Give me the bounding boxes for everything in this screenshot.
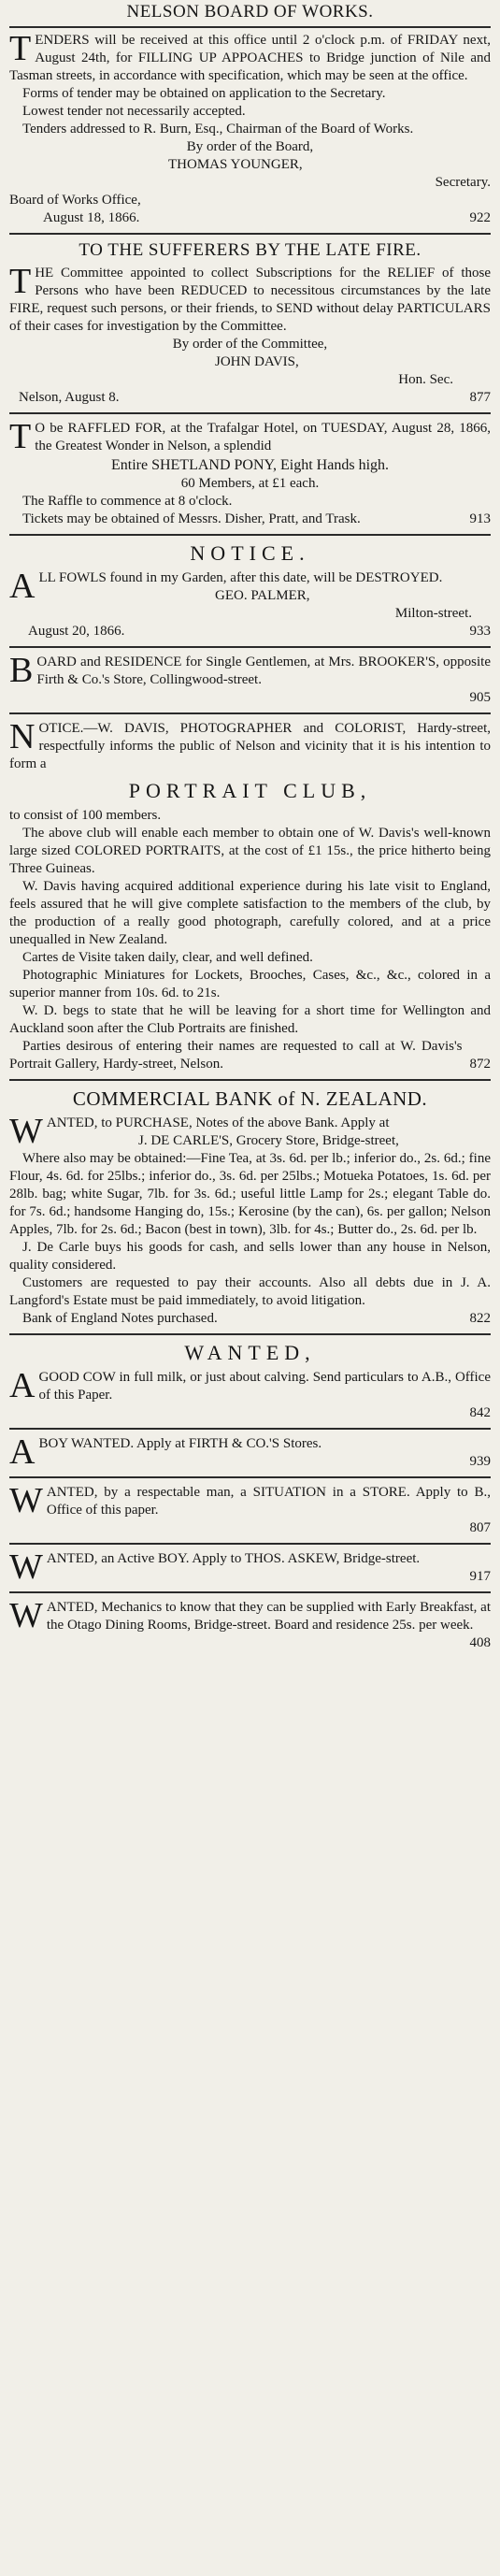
ad-text: J. De Carle buys his goods for cash, and sells lower than any house in Nelson, quality considered. [9,1240,491,1273]
dropcap: A [9,1366,36,1405]
ad-number: 933 [469,624,491,639]
ad-commercial-bank [9,1087,491,1335]
ad-title: COMMERCIAL BANK of N. ZEALAND. [72,1087,428,1110]
signature-title: Secretary. [435,175,491,190]
dropcap: W [9,1481,43,1520]
ad-number: 408 [469,1635,491,1650]
ad-address: J. DE CARLE'S, Grocery Store, Bridge-street, [137,1133,399,1148]
ad-number: 877 [469,390,491,405]
ad-text: ENDERS will be received at this office until 2 o'clock p.m. of FRIDAY next, August 24th, for FILLING UP APPOACHES to Bridge junction of Nile and Tasman streets, in accordance with specification, which may be seen at the office. [9,33,491,83]
ad-body [9,1366,491,1405]
ad-line: 60 Members, at £1 each. [180,476,320,491]
ad-portrait-club [9,717,491,1081]
dropcap: A [9,567,36,606]
signature-line: By order of the Board, [186,139,314,154]
ad-text: Parties desirous of entering their names are requested to call at W. Davis's Portrait Gallery, Hardy-street, Nelson. [9,1039,463,1072]
signature-name: JOHN DAVIS, [215,354,299,369]
ad-body [9,29,491,85]
ad-office: Board of Works Office, [9,193,141,208]
ad-text: ANTED, to PURCHASE, Notes of the above Bank. Apply at [46,1115,390,1130]
ad-wanted-cow [9,1341,491,1430]
signature-title: Milton-street. [394,606,472,621]
ad-date: August 20, 1866. [28,624,125,639]
ad-text: LL FOWLS found in my Garden, after this date, will be DESTROYED. [38,570,443,585]
ad-text: Lowest tender not necessarily accepted. [22,104,246,119]
ad-text: The above club will enable each member to obtain one of W. Davis's well-known large sized COLORED PORTRAITS, at the cost of £1 15s., the price hitherto being Three Guineas. [9,826,491,876]
ad-text: to consist of 100 members. [9,808,162,823]
ad-title: WANTED, [184,1341,316,1364]
ad-body [9,1481,491,1520]
ad-number: 922 [469,210,491,225]
ad-board-residence [9,651,491,714]
ad-text: HE Committee appointed to collect Subscriptions for the RELIEF of those Persons who have been REDUCED to necessitous circumstances by the late FIRE, request such persons, or their friends, to SEND without delay PARTICULARS of their cases for investigation by the Committee. [9,266,491,334]
ad-number: 872 [469,1057,491,1072]
ad-text: Photographic Miniatures for Lockets, Brooches, Cases, &c., &c., colored in a superior manner from 10s. 6d. to 21s. [9,968,491,1000]
ad-footer [9,511,491,528]
ad-text: The Raffle to commence at 8 o'clock. [22,494,233,509]
dropcap: T [9,417,32,456]
ad-heading: PORTRAIT CLUB, [128,779,372,802]
ad-text: Tenders addressed to R. Burn, Esq., Chairman of the Board of Works. [22,122,414,137]
newspaper-column [9,2,491,1658]
ad-body [9,262,491,336]
ad-footer [9,389,491,407]
ad-number: 822 [469,1311,491,1326]
signature-name: THOMAS YOUNGER, [168,157,303,172]
ad-body [9,417,491,456]
ad-boy-wanted [9,1432,491,1478]
ad-text: Bank of England Notes purchased. [22,1311,218,1326]
ad-text: OTICE.—W. DAVIS, PHOTOGRAPHER and COLORIST, Hardy-street, respectfully informs the public of Nelson and vicinity that it is his intention to form a [9,721,491,771]
ad-text: Cartes de Visite taken daily, clear, and well defined. [22,950,313,965]
ad-title: TO THE SUFFERERS BY THE LATE FIRE. [79,240,421,260]
ad-title: NELSON BOARD OF WORKS. [126,2,374,22]
ad-text: Tickets may be obtained of Messrs. Disher, Pratt, and Trask. [22,511,361,526]
ad-footer [9,209,491,227]
ad-number: 913 [469,511,491,526]
signature-line: By order of the Committee, [172,337,328,352]
ad-text: ANTED, by a respectable man, a SITUATION in a STORE. Apply to B., Office of this paper. [46,1485,491,1518]
ad-date: Nelson, August 8. [19,390,120,405]
ad-date: August 18, 1866. [43,210,140,225]
ad-number: 842 [469,1405,491,1420]
ad-text: BOY WANTED. Apply at FIRTH & CO.'S Stores. [38,1436,322,1451]
ad-text: Forms of tender may be obtained on application to the Secretary. [22,86,386,101]
ad-notice-fowls [9,541,491,648]
dropcap: N [9,717,36,756]
ad-footer [9,1310,491,1328]
ad-fire-sufferers [9,240,491,414]
ad-text: W. D. begs to state that he will be leaving for a short time for Wellington and Auckland soon after the Club Portraits are finished. [9,1003,491,1036]
ad-number: 939 [469,1454,491,1469]
ad-number: 905 [469,690,491,705]
ad-text: ANTED, Mechanics to know that they can be supplied with Early Breakfast, at the Otago Dining Rooms, Bridge-street. Board and residence 25s. per week. [46,1600,491,1633]
ad-text: O be RAFFLED FOR, at the Trafalgar Hotel, on TUESDAY, August 28, 1866, the Greatest Wonder in Nelson, a splendid [35,421,491,453]
signature-title: Hon. Sec. [398,372,453,387]
ad-number: 807 [469,1520,491,1535]
ad-footer [9,1038,491,1073]
dropcap: W [9,1547,43,1587]
ad-mechanics-breakfast [9,1596,491,1658]
ad-body [9,651,491,690]
ad-body [9,717,491,773]
dropcap: B [9,651,34,690]
signature-name: GEO. PALMER, [215,588,310,603]
ad-situation-wanted [9,1481,491,1545]
dropcap: W [9,1596,43,1635]
ad-number: 917 [469,1569,491,1584]
ad-body [9,1596,491,1635]
ad-text: OARD and RESIDENCE for Single Gentlemen, at Mrs. BROOKER'S, opposite Firth & Co.'s Store, Collingwood-street. [36,655,491,687]
dropcap: A [9,1432,36,1472]
dropcap: T [9,262,32,301]
ad-text: ANTED, an Active BOY. Apply to THOS. ASKEW, Bridge-street. [46,1551,421,1566]
ad-highlight: Entire SHETLAND PONY, Eight Hands high. [110,457,390,473]
ad-text: Customers are requested to pay their accounts. Also all debts due in J. A. Langford's Estate must be paid immediately, to avoid litigation. [9,1275,491,1308]
ad-raffle [9,417,491,536]
ad-text: GOOD COW in full milk, or just about calving. Send particulars to A.B., Office of this Paper. [38,1370,491,1403]
ad-footer [9,623,491,640]
ad-title: NOTICE. [190,541,310,565]
dropcap: W [9,1112,43,1151]
ad-active-boy [9,1547,491,1593]
dropcap: T [9,29,32,68]
ad-text: Where also may be obtained:—Fine Tea, at 3s. 6d. per lb.; inferior do., 2s. 6d.; fine Flour, 4s. 6d. for 25lbs.; inferior do., 3s. 6d. per 25lbs.; Motueka Potatoes, 1s. 6d. per 28lb. bag; white Sugar, 7lb. for 3s. 6d.; useful little Lamp for 2s.; elegant Table do. for 7s. 6d.; handsome Hanging do, 15s.; Kerosine (by the can), 6s. per gallon; Nelson Apples, 7lb. for 2s. 6d.; Bacon (best in town), 3lb. for 4s.; Butter do., 2s. 6d. per lb. [9,1151,491,1237]
ad-board-of-works [9,2,491,235]
title-rule [9,26,491,28]
ad-text: W. Davis having acquired additional experience during his late visit to England, feels assured that he will give complete satisfaction to the members of the club, by the production of a really good photograph, carefully colored, and at a price unequalled in New Zealand. [9,879,491,947]
